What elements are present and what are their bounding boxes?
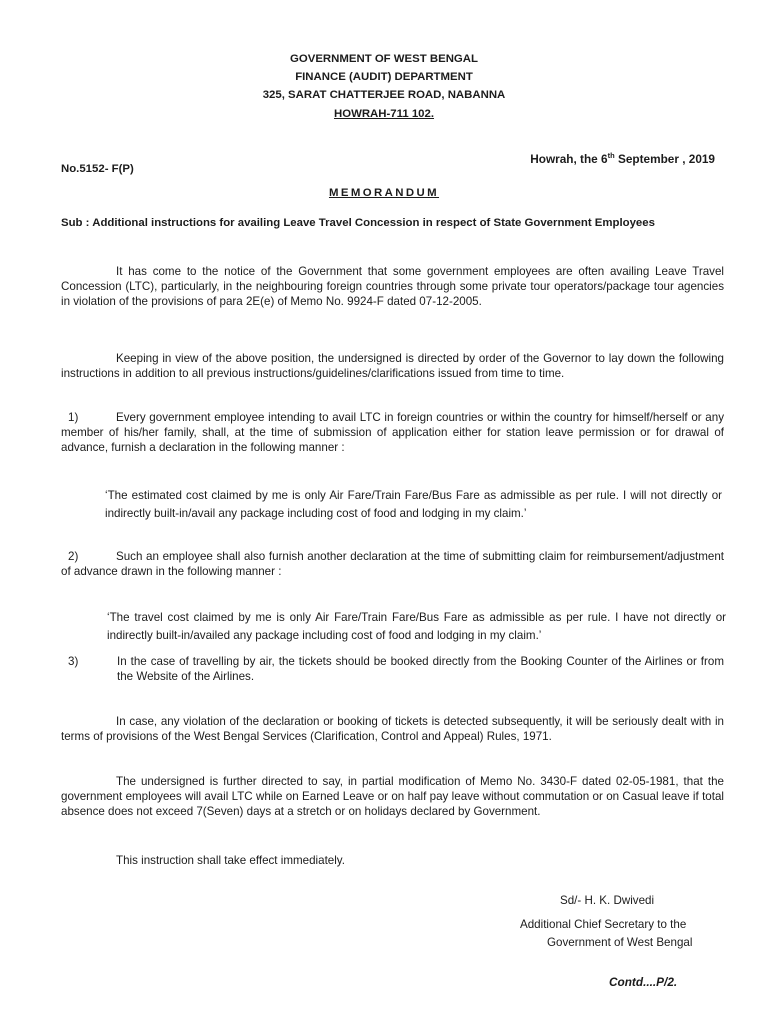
date-prefix: Howrah, the 6 [530,152,608,166]
memo-number: No.5152- F(P) [61,163,134,175]
point-1-text: Every government employee intending to avail LTC in foreign countries or within the country for himself/herself or any member of his/her family, shall, at the time of submission of application either for station leave permission or for drawal of advance, furnish a declaration in the following manner : [61,411,724,454]
department-address-line: 325, SARAT CHATTERJEE ROAD, NABANNA [262,89,506,101]
continued-marker: Contd....P/2. [609,975,678,989]
paragraph-background-text: It has come to the notice of the Government that some government employees are often availing Leave Travel Concession (LTC), particularly, in the neighbouring foreign countries through some private tour operators/package tour agencies in violation of the provisions of para 2E(e) of Memo No. 9924-F dated 07-12-2005. [61,265,724,308]
department-name-line: FINANCE (AUDIT) DEPARTMENT [295,71,473,83]
paragraph-background [61,264,724,309]
place-and-date [530,152,715,167]
date-suffix: September , 2019 [614,152,715,166]
signatory-designation-line-2: Government of West Bengal [547,936,693,949]
paragraph-violation [61,714,724,744]
department-city-pin-line: HOWRAH-711 102. [333,108,435,120]
paragraph-direction [61,351,724,381]
date-ordinal-suffix: th [607,151,615,161]
paragraph-modification [61,774,724,819]
declaration-application: ‘The estimated cost claimed by me is only Air Fare/Train Fare/Bus Fare as admissible as per rule. I will not directly or indirectly built-in/avail any package including cost of food and lodging in my claim.’ [105,489,722,520]
signatory-name: Sd/- H. K. Dwivedi [560,894,655,907]
point-1-label: 1) [68,411,79,424]
paragraph-modification-text: The undersigned is further directed to say, in partial modification of Memo No. 3430-F dated 02-05-1981, that the government employees will avail LTC while on Earned Leave or on half pay leave without commutation or on Casual leave if total absence does not exceed 7(Seven) days at a stretch or on holidays declared by Government. [61,775,724,818]
paragraph-direction-text: Keeping in view of the above position, the undersigned is directed by order of the Governor to lay down the following instructions in addition to all previous instructions/guidelines/clarifications issued from time to time. [61,352,724,380]
paragraph-effect [61,853,724,868]
paragraph-effect-text: This instruction shall take effect immediately. [116,854,345,867]
point-2-label: 2) [68,550,79,563]
memorandum-title: MEMORANDUM [328,187,440,199]
declaration-claim: ‘The travel cost claimed by me is only Air Fare/Train Fare/Bus Fare as admissible as per rule. I have not directly or indirectly built-in/availed any package including cost of food and lodging in my claim.’ [107,611,726,642]
signatory-designation-line-1: Additional Chief Secretary to the [520,918,687,931]
department-government-line: GOVERNMENT OF WEST BENGAL [290,53,478,65]
point-3-text: In the case of travelling by air, the tickets should be booked directly from the Booking Counter of the Airlines or from the Website of the Airlines. [117,655,724,683]
paragraph-violation-text: In case, any violation of the declaration or booking of tickets is detected subsequently, it will be seriously dealt with in terms of provisions of the West Bengal Services (Clarification, Control and Appeal) Rules, 1971. [61,715,724,743]
memo-subject: Sub : Additional instructions for availing Leave Travel Concession in respect of State Government Employees [61,217,655,229]
point-2-text: Such an employee shall also furnish another declaration at the time of submitting claim for reimbursement/adjustment of advance drawn in the following manner : [61,550,724,578]
point-3-label: 3) [68,655,79,668]
